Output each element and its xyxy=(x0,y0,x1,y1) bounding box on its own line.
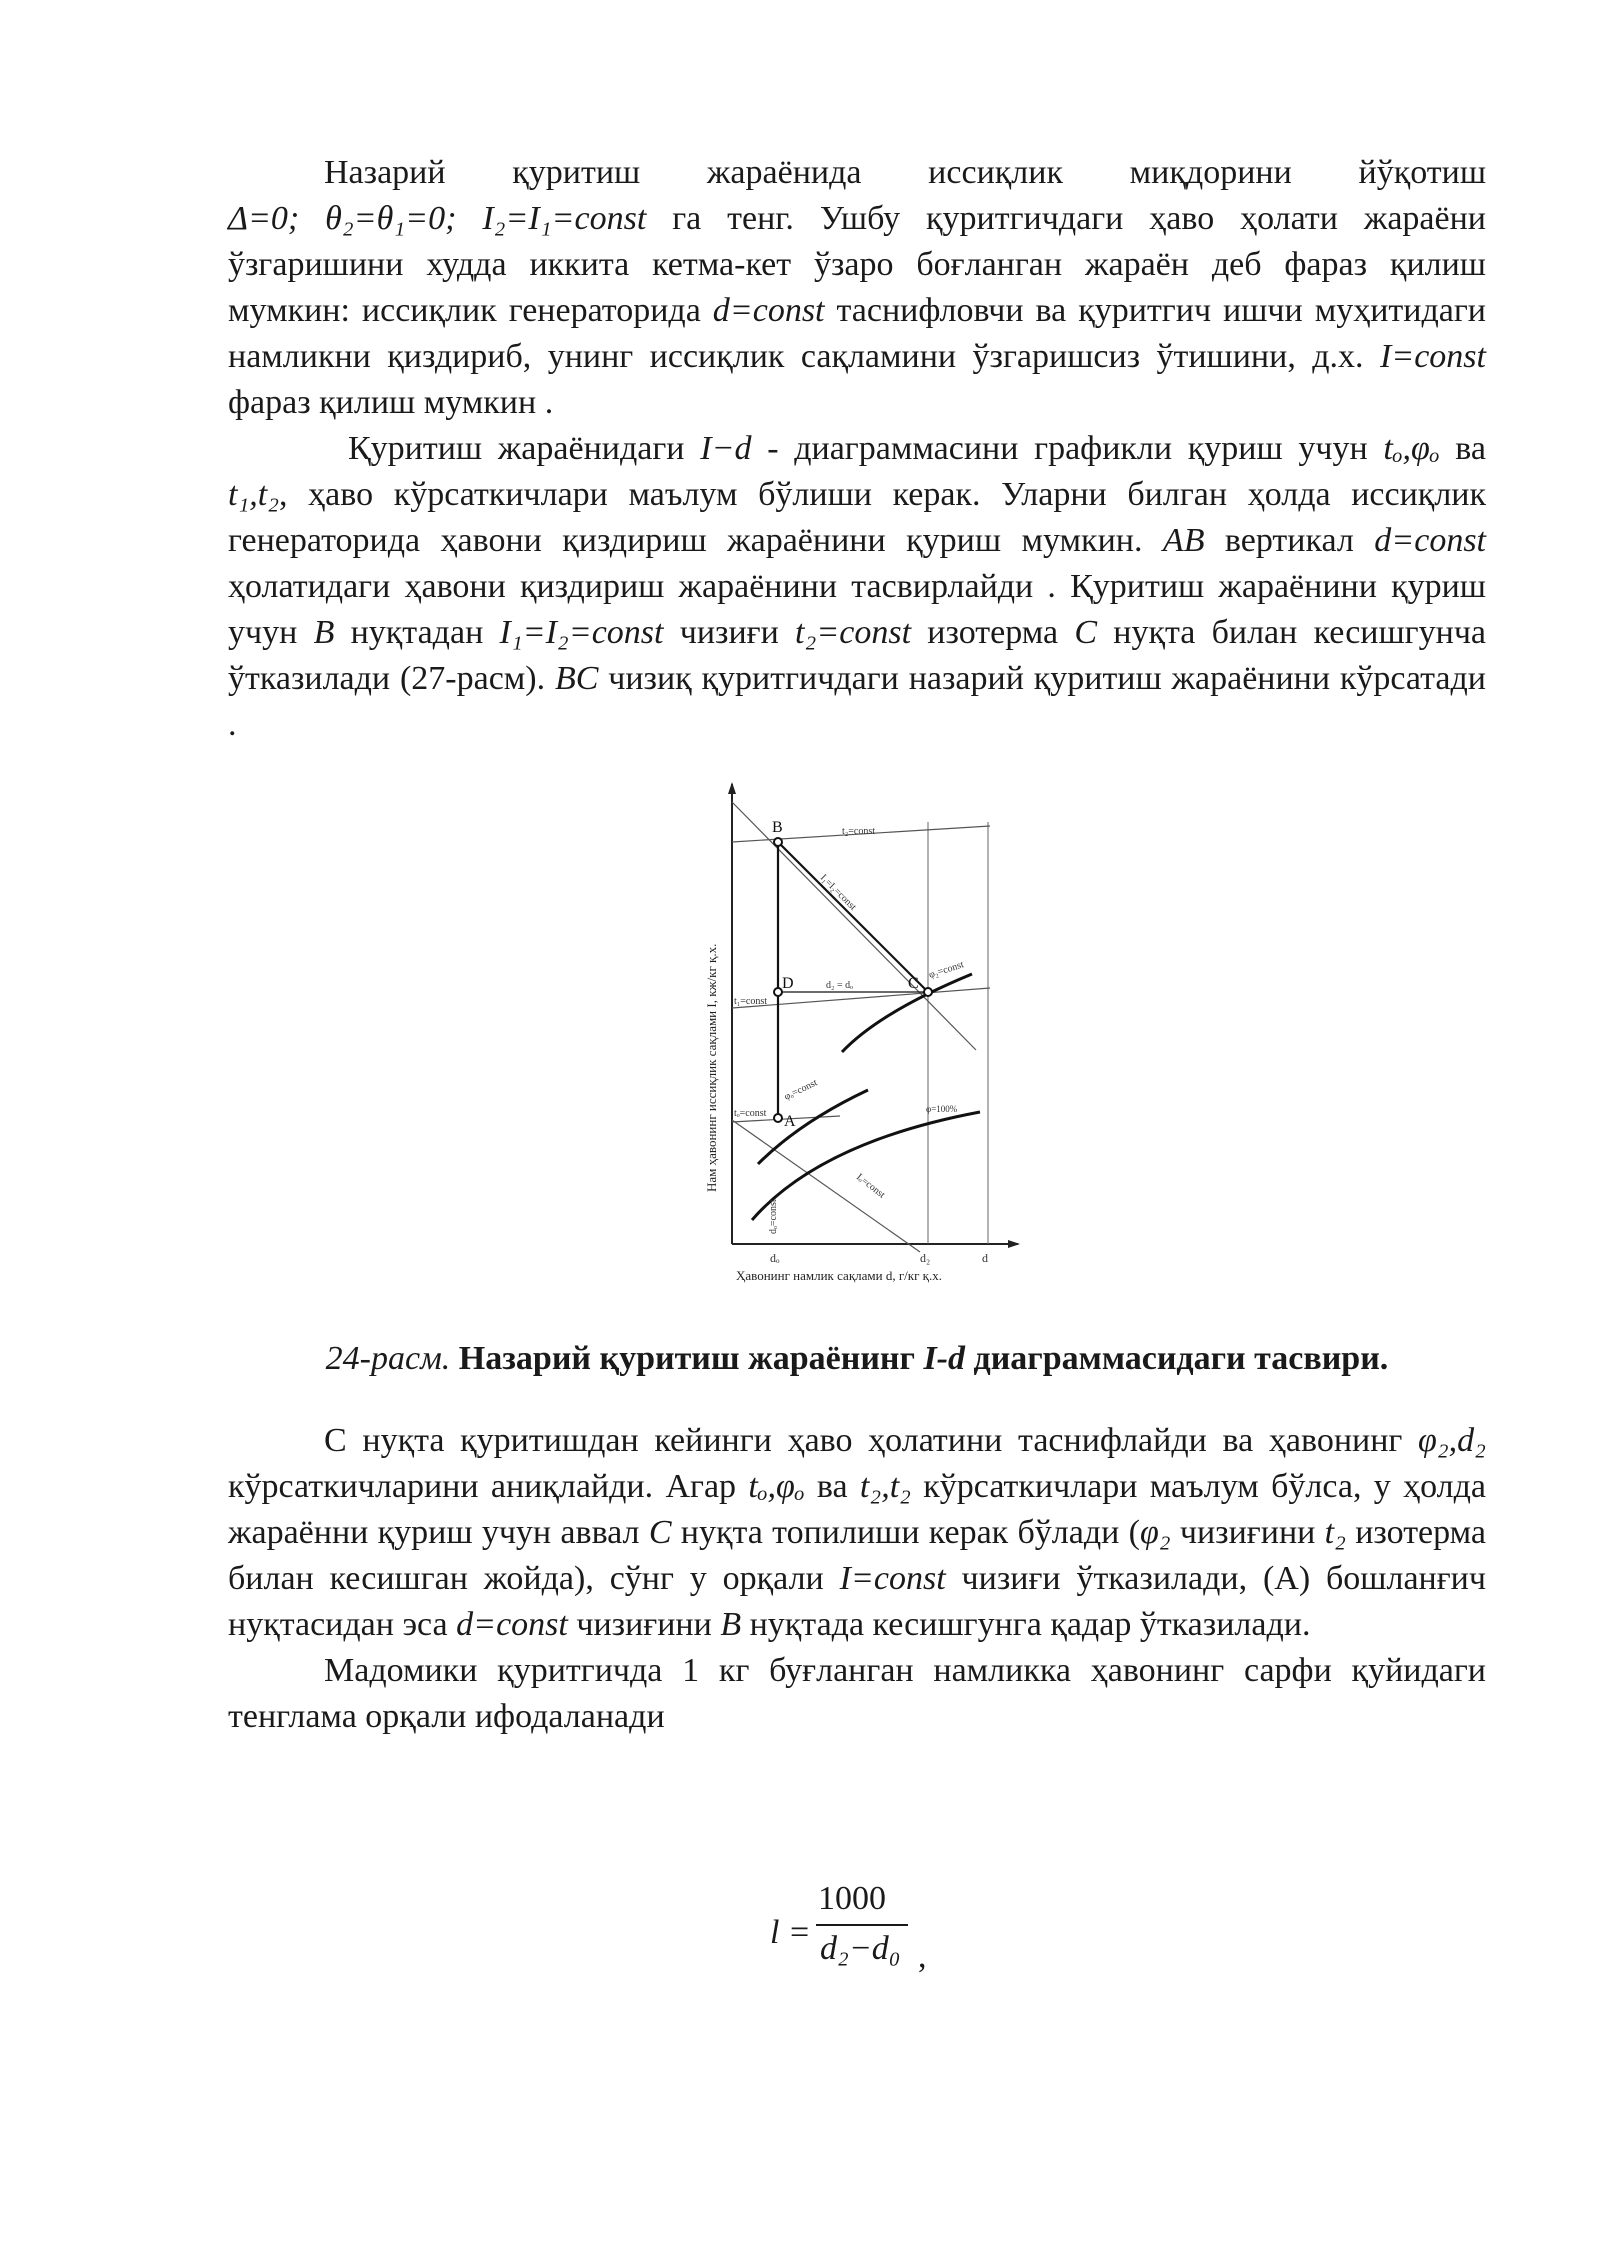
diagonal-line-lower xyxy=(732,1120,920,1252)
point-C-marker xyxy=(924,988,932,996)
label-d2-d0: d₂ = dₒ xyxy=(826,980,854,991)
label-d0-const: dₒ=const xyxy=(768,1199,779,1234)
p3-math-2: tₒ,φₒ xyxy=(748,1468,805,1505)
p2-text-c: ва xyxy=(1439,430,1486,467)
p2-math-6: B xyxy=(313,614,335,651)
p2-text-f: ҳолатидаги ҳавони қиздириш жараёнини тасвирлайди . Қуритиш жараёнини қуриш учун xyxy=(228,568,1486,651)
formula-numerator: 1000 xyxy=(818,1880,886,1917)
p1-text-b: га тенг. Ушбу қуритгичдаги ҳаво ҳолати жараёни ўзгаришини худда иккита кетма-кет ўзаро боғланган жараён деб фараз қилиш мумкин: иссиқлик генераторида xyxy=(228,200,1486,329)
label-phi0-const: φₒ=const xyxy=(782,1077,820,1103)
id-diagram-figure xyxy=(690,782,1020,1292)
p1-text-d: фараз қилиш мумкин . xyxy=(228,384,554,421)
paragraph-3 xyxy=(228,1418,1486,1648)
caption-prefix: 24-расм. xyxy=(325,1340,451,1377)
isotherm-t1 xyxy=(732,988,990,1008)
caption-bold-2: диаграммасидаги тасвири. xyxy=(965,1340,1389,1377)
p1-math-2: d=const xyxy=(712,292,825,329)
caption-bold-1: Назарий қуритиш жараёнинг xyxy=(450,1340,924,1377)
point-A-marker xyxy=(774,1114,782,1122)
p2-text-g: нуқтадан xyxy=(334,614,500,651)
caption-bold-italic: I-d xyxy=(923,1340,966,1377)
p3-math-4: C xyxy=(648,1514,672,1551)
p2-text-h: чизиғи xyxy=(663,614,796,651)
p2-math-4: AB xyxy=(1162,522,1205,559)
p3-text-f: чизиғини xyxy=(1170,1514,1325,1551)
p3-text-h: чизиғи ўтказилади, (А) бошланғич нуқтасидан эса xyxy=(228,1560,1486,1643)
p3-math-6: t₂ xyxy=(1324,1514,1346,1551)
p2-math-2: tₒ,φₒ xyxy=(1383,430,1440,467)
x-axis-arrow-icon xyxy=(1008,1240,1020,1248)
p1-text-a: Назарий қуритиш жараёнида иссиқлик миқдорини йўқотиш xyxy=(324,154,1486,191)
p3-text-j: нуқтада кесишгунга қадар ўтказилади. xyxy=(741,1606,1311,1643)
point-C-label: C xyxy=(908,975,919,992)
curve-phi2 xyxy=(842,974,972,1052)
p1-math-1: Δ=0; θ₂=θ₁=0; I₂=I₁=const xyxy=(228,200,647,237)
body-text-top xyxy=(228,150,1486,748)
curve-phi0 xyxy=(758,1090,868,1164)
p3-text-c: ва xyxy=(804,1468,860,1505)
x-axis-title: Ҳавонинг намлик сақлами d, г/кг қ.х. xyxy=(736,1268,942,1283)
y-axis-title: Нам ҳавонинг иссиқлик сақлами I, кж/кг қ.х. xyxy=(704,943,719,1192)
y-axis-arrow-icon xyxy=(728,782,736,794)
p2-text-e: вертикал xyxy=(1204,522,1375,559)
p3-text-e: нуқта топилиши керак бўлади ( xyxy=(671,1514,1140,1551)
label-i0-const: Iₒ=const xyxy=(854,1171,887,1201)
label-t0-const: tₒ=const xyxy=(734,1108,767,1119)
p2-math-1: I−d xyxy=(700,430,752,467)
point-B-label: B xyxy=(772,819,783,836)
x-tick-d0: dₒ xyxy=(770,1251,780,1265)
x-tick-d: d xyxy=(982,1251,988,1265)
process-line-BC xyxy=(778,842,928,992)
paragraph-2 xyxy=(228,426,1486,748)
paragraph-1 xyxy=(228,150,1486,426)
formula-comma: , xyxy=(918,1938,927,1975)
p3-text-a: С нуқта қуритишдан кейинги ҳаво ҳолатини таснифлайди ва ҳавонинг xyxy=(324,1422,1419,1459)
p3-text-g: изотерма билан кесишган жойда), сўнг у орқали xyxy=(228,1514,1487,1597)
label-t1-const: t₁=const xyxy=(734,996,768,1007)
p2-math-10: BC xyxy=(554,660,599,697)
p3-text-i: чизиғини xyxy=(567,1606,721,1643)
point-A-label: A xyxy=(784,1113,796,1130)
p2-math-5: d=const xyxy=(1374,522,1486,559)
p2-math-7: I₁=I₂=const xyxy=(499,614,664,651)
p2-text-b: - диаграммасини графикли қуриш учун xyxy=(751,430,1384,467)
p2-text-j: нуқта билан кесишгунча ўтказилади (27-расм). xyxy=(228,614,1487,697)
formula-equals: = xyxy=(790,1914,810,1951)
figure-caption xyxy=(228,1336,1486,1382)
point-D-label: D xyxy=(782,975,794,992)
p2-text-d: , ҳаво кўрсаткичлари маълум бўлиши керак. Уларни билган ҳолда иссиқлик генераторида ҳавони қиздириш жараёнини қуриш мумкин. xyxy=(228,476,1486,559)
p3-math-7: I=const xyxy=(839,1560,946,1597)
p3-math-5: φ₂ xyxy=(1139,1514,1171,1551)
p2-math-9: C xyxy=(1074,614,1098,651)
p3-text-b: кўрсаткичларини аниқлайди. Агар xyxy=(228,1468,749,1505)
p2-text-a: Қуритиш жараёнидаги xyxy=(348,430,701,467)
p3-math-3: t₂,t₂ xyxy=(859,1468,911,1505)
point-B-marker xyxy=(774,838,782,846)
x-tick-d2: d₂ xyxy=(920,1251,931,1265)
air-consumption-formula xyxy=(770,1880,970,1990)
p2-text-k: чизиқ қуритгичдаги назарий қуритиш жараёнини кўрсатади . xyxy=(228,660,1486,743)
p2-math-3: t₁,t₂ xyxy=(228,476,280,513)
label-t2-const: t₂=const xyxy=(842,826,876,837)
formula-fraction-bar xyxy=(816,1924,908,1926)
label-phi2-const: φ₂=const xyxy=(927,959,966,981)
paragraph-4: Мадомики қуритгичда 1 кг буғланган намликка ҳавонинг сарфи қуйидаги тенглама орқали ифодаланади xyxy=(228,1652,1486,1735)
label-phi100: φ=100% xyxy=(926,1104,958,1114)
formula-lhs: l xyxy=(770,1914,780,1951)
formula-denominator: d₂−d₀ xyxy=(820,1930,901,1967)
p2-text-i: изотерма xyxy=(911,614,1075,651)
p3-math-1: φ₂,d₂ xyxy=(1418,1422,1486,1459)
p3-math-9: B xyxy=(720,1606,742,1643)
p3-math-8: d=const xyxy=(456,1606,568,1643)
label-i12-const: I₁=I₂=const xyxy=(817,872,859,913)
p1-math-3: I=const xyxy=(1379,338,1486,375)
p3-text-d: кўрсаткичлари маълум бўлса, у ҳолда жараённи қуриш учун аввал xyxy=(228,1468,1487,1551)
p2-math-8: t₂=const xyxy=(795,614,912,651)
point-D-marker xyxy=(774,988,782,996)
p1-text-c: таснифловчи ва қуритгич ишчи муҳитидаги намликни қиздириб, унинг иссиқлик сақламини ўзгаришсиз ўтишини, д.х. xyxy=(228,292,1486,375)
body-text-bottom xyxy=(228,1418,1486,1740)
